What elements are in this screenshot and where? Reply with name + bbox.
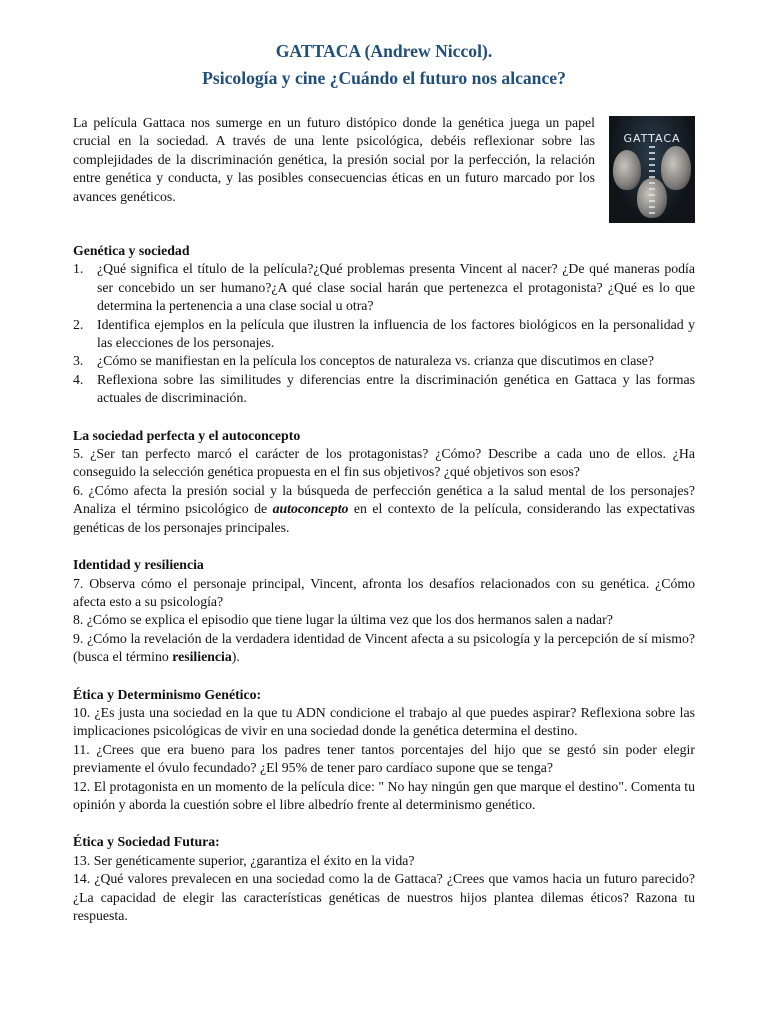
question-7: 7. Observa cómo el personaje principal, Vincent, afronta los desafíos relacionados con su genética. ¿Cómo afecta esto a su psicología? (73, 575, 695, 609)
item-text: Reflexiona sobre las similitudes y diferencias entre la discriminación genética en Gattaca y las formas actuales de discriminación. (97, 371, 695, 406)
poster-face-left (613, 150, 641, 190)
list-item (73, 352, 695, 370)
title-line-1: GATTACA (Andrew Niccol). (275, 41, 493, 61)
item-number: 1. (73, 261, 84, 277)
q6-text-b: en el contexto de la película, considerando las expectativas genéticas de los personajes principales. (73, 501, 695, 535)
document-page (73, 38, 695, 925)
question-9 (73, 630, 695, 667)
item-number: 3. (73, 353, 84, 369)
section-identidad-resiliencia (73, 556, 695, 666)
question-5: 5. ¿Ser tan perfecto marcó el carácter de los protagonistas? ¿Cómo? Describe a cada uno de ellos. ¿Ha conseguido la selección genética propuesta en el fin sus objetivos? ¿qué objetivos son esos? (73, 446, 695, 480)
title-line-2: Psicología y cine ¿Cuándo el futuro nos alcance? (202, 68, 566, 88)
question-10: 10. ¿Es justa una sociedad en la que tu ADN condicione el trabajo al que puedes aspirar? Reflexiona sobre las implicaciones psicológicas de vivir en una sociedad donde la genética determina el destino. (73, 704, 695, 739)
question-13: 13. Ser genéticamente superior, ¿garantiza el éxito en la vida? (73, 852, 415, 868)
list-item (73, 316, 695, 353)
question-6 (73, 482, 695, 537)
section-heading: Genética y sociedad (73, 243, 190, 258)
intro-paragraph: La película Gattaca nos sumerge en un futuro distópico donde la genética juega un papel crucial en la sociedad. A través de una lente psicológica, debéis reflexionar sobre las complejidades de la discriminación genética, la presión social por la perfección, la relación entre genética y conducta, y las posibles consecuencias éticas en un futuro marcado por los avances genéticos. (73, 115, 595, 204)
poster-dna-helix (649, 146, 655, 216)
item-number: 2. (73, 316, 84, 332)
gattaca-poster-image (609, 116, 695, 223)
item-text: ¿Cómo se manifiestan en la película los conceptos de naturaleza vs. crianza que discutimos en clase? (97, 353, 655, 369)
q6-text-a: 6. ¿Cómo afecta la presión social y la búsqueda de perfección genética a la salud mental de los personajes? Analiza el término psicológico de (73, 482, 695, 517)
section-etica-sociedad-futura (73, 833, 695, 925)
item-text: ¿Qué significa el título de la película?¿Qué problemas presenta Vincent al nacer? ¿De qué maneras podía ser concebido un ser humano?¿A qué clase social harán que pertenezca el protagonista? ¿Qué es lo que determina la pertenencia a una clase social u otra? (97, 261, 695, 314)
section-genetica-sociedad (73, 242, 695, 408)
list-item (73, 260, 695, 315)
term-autoconcepto: autoconcepto (272, 501, 349, 517)
section-heading: Ética y Determinismo Genético: (73, 686, 262, 702)
section-etica-determinismo (73, 686, 695, 815)
poster-face-right (661, 146, 691, 190)
question-14: 14. ¿Qué valores prevalecen en una sociedad como la de Gattaca? ¿Crees que vamos hacia un futuro parecido? ¿La capacidad de elegir las características genéticas de nuestros hijos plantea dilemas éticos? Razona tu respuesta. (73, 871, 695, 923)
question-8: 8. ¿Cómo se explica el episodio que tiene lugar la última vez que los dos hermanos salen a nadar? (73, 612, 613, 628)
document-title (73, 38, 695, 92)
item-number: 4. (73, 371, 84, 387)
question-list (73, 260, 695, 407)
q9-text-b: ). (231, 649, 240, 665)
q9-text-a: 9. ¿Cómo la revelación de la verdadera identidad de Vincent afecta a su psicología y la percepción de sí mismo? (busca el término (73, 630, 695, 665)
intro-block (73, 114, 695, 223)
section-heading: Ética y Sociedad Futura: (73, 834, 220, 850)
item-text: Identifica ejemplos en la película que ilustren la influencia de los factores biológicos en la personalidad y las elecciones de los personajes. (97, 316, 695, 351)
section-sociedad-perfecta (73, 427, 695, 537)
question-11: 11. ¿Crees que era bueno para los padres tener tantos porcentajes del hijo que se gestó sin poder elegir previamente el óvulo fecundado? ¿El 95% de tener paro cardíaco supone que se tenga? (73, 741, 695, 776)
list-item (73, 371, 695, 408)
poster-logo: GATTACA (623, 132, 681, 145)
question-12: 12. El protagonista en un momento de la película dice: " No hay ningún gen que marque el destino". Comenta tu opinión y aborda la cuestión sobre el libre albedrío frente al determinismo genético. (73, 778, 695, 812)
term-resiliencia: resiliencia (172, 649, 232, 665)
section-heading: La sociedad perfecta y el autoconcepto (73, 427, 301, 443)
section-heading: Identidad y resiliencia (73, 557, 204, 573)
